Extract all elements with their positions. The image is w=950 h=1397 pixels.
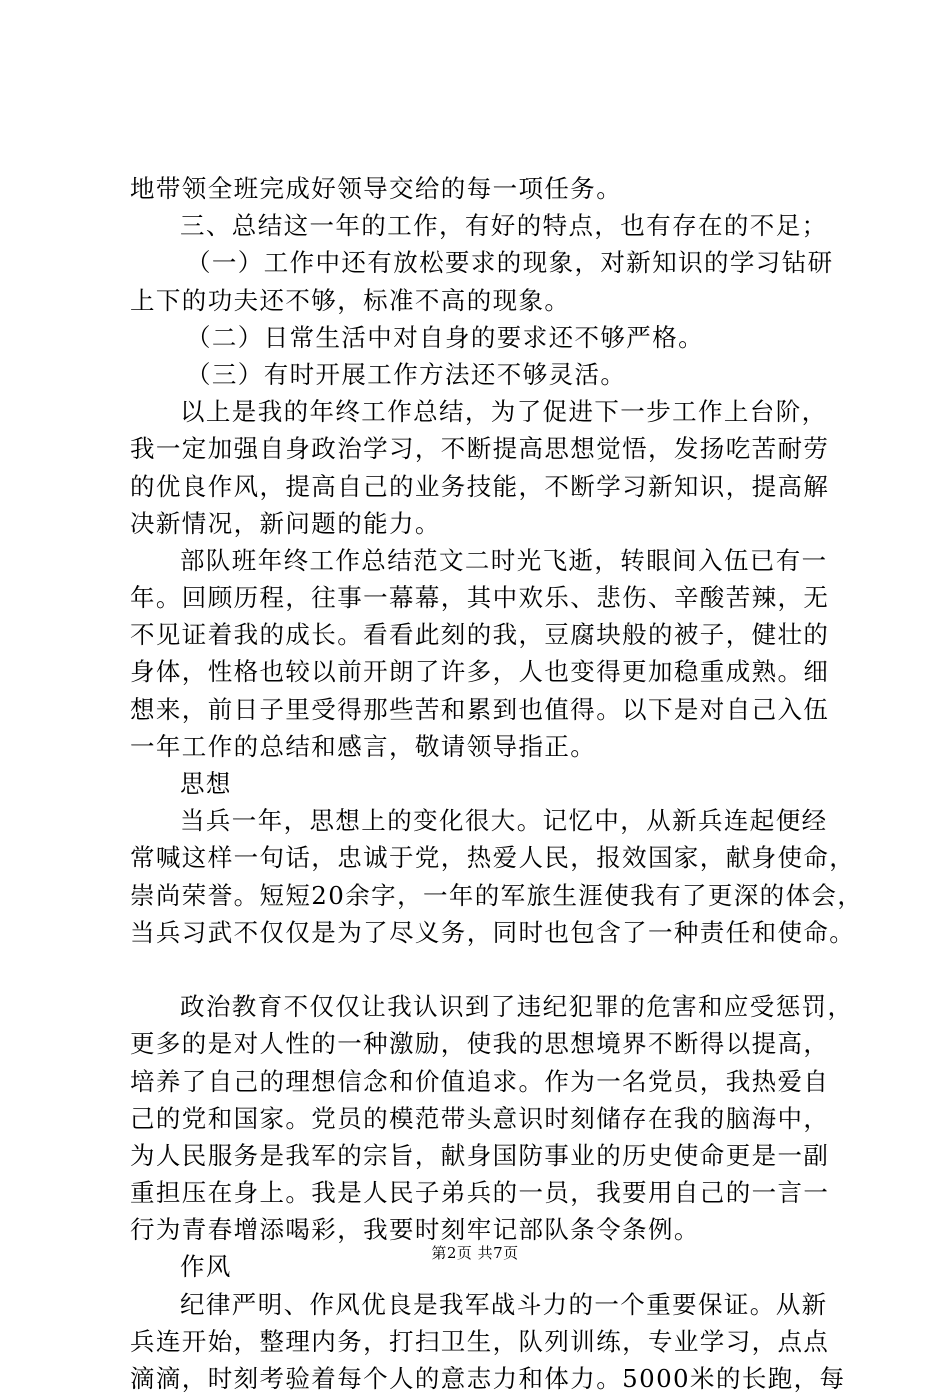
text-line: 思想 xyxy=(180,769,232,798)
text-line: 以上是我的年终工作总结，为了促进下一步工作上台阶， xyxy=(180,397,828,427)
text-line: 崇尚荣誉。短短20余字，一年的军旅生涯使我有了更深的体会， xyxy=(130,880,864,910)
text-line: 当兵习武不仅仅是为了尽义务，同时也包含了一种责任和使命。 xyxy=(130,917,856,947)
text-line: 当兵一年，思想上的变化很大。记忆中，从新兵连起便经 xyxy=(180,806,828,836)
text-line: 上下的功夫还不够，标准不高的现象。 xyxy=(130,285,571,315)
text-line: 政治教育不仅仅让我认识到了违纪犯罪的危害和应受惩罚， xyxy=(180,992,854,1022)
text-line: （二）日常生活中对自身的要求还不够严格。 xyxy=(186,322,704,352)
text-line: （一）工作中还有放松要求的现象，对新知识的学习钻研 xyxy=(186,248,834,278)
text-line: 更多的是对人性的一种激励，使我的思想境界不断得以提高， xyxy=(130,1029,830,1059)
text-line: 三、总结这一年的工作，有好的特点，也有存在的不足； xyxy=(180,211,828,241)
text-line: 不见证着我的成长。看看此刻的我，豆腐块般的被子，健壮的 xyxy=(130,620,830,650)
text-line: 己的党和国家。党员的模范带头意识时刻储存在我的脑海中， xyxy=(130,1103,830,1133)
text-line: 行为青春增添喝彩，我要时刻牢记部队条令条例。 xyxy=(130,1215,700,1245)
page-footer: 第2页 共7页 xyxy=(431,1244,519,1262)
text-line: 为人民服务是我军的宗旨，献身国防事业的历史使命更是一副 xyxy=(130,1140,830,1170)
text-line: 身体，性格也较以前开朗了许多，人也变得更加稳重成熟。细 xyxy=(130,657,830,687)
text-line: （三）有时开展工作方法还不够灵活。 xyxy=(186,359,627,389)
text-line: 想来，前日子里受得那些苦和累到也值得。以下是对自己入伍 xyxy=(130,694,830,724)
text-line: 我一定加强自身政治学习，不断提高思想觉悟，发扬吃苦耐劳 xyxy=(130,434,830,464)
text-line: 部队班年终工作总结范文二时光飞逝，转眼间入伍已有一 xyxy=(180,545,828,575)
text-line: 决新情况，新问题的能力。 xyxy=(130,508,441,538)
text-line: 的优良作风，提高自己的业务技能，不断学习新知识，提高解 xyxy=(130,471,830,501)
text-line: 培养了自己的理想信念和价值追求。作为一名党员，我热爱自 xyxy=(130,1066,830,1096)
text-line: 一年工作的总结和感言，敬请领导指正。 xyxy=(130,731,597,761)
text-line: 纪律严明、作风优良是我军战斗力的一个重要保证。从新 xyxy=(180,1289,828,1319)
text-line: 常喊这样一句话，忠诚于党，热爱人民，报效国家，献身使命， xyxy=(130,843,856,873)
text-line: 重担压在身上。我是人民子弟兵的一员，我要用自己的一言一 xyxy=(130,1178,830,1208)
text-line: 地带领全班完成好领导交给的每一项任务。 xyxy=(130,174,623,203)
blank-line xyxy=(130,951,830,988)
text-line: 作风 xyxy=(180,1252,232,1282)
document-body xyxy=(130,170,864,1397)
text-line: 滴滴，时刻考验着每个人的意志力和体力。5000米的长跑，每 xyxy=(130,1364,846,1393)
text-line: 年。回顾历程，往事一幕幕，其中欢乐、悲伤、辛酸苦辣，无 xyxy=(130,583,830,613)
text-line: 兵连开始，整理内务，打扫卫生，队列训练，专业学习，点点 xyxy=(130,1326,830,1356)
